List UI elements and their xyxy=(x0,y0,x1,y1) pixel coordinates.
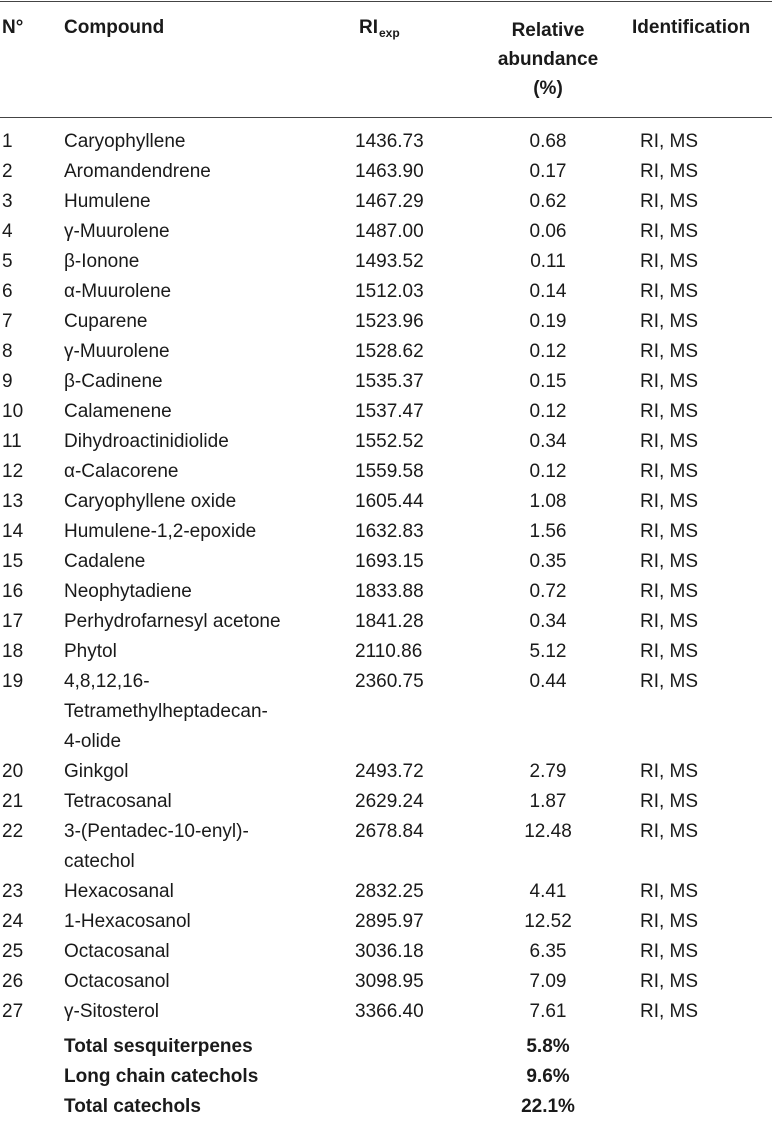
identification-method: RI, MS xyxy=(640,311,699,332)
compound-name: Humulene xyxy=(64,191,151,212)
compound-name: Hexacosanal xyxy=(64,881,174,902)
header-identification: Identification xyxy=(632,17,751,38)
identification-method: RI, MS xyxy=(640,551,699,572)
relative-abundance: 5.12 xyxy=(529,641,567,662)
identification-method: RI, MS xyxy=(640,581,699,602)
relative-abundance: 0.15 xyxy=(529,371,567,392)
row-number: 25 xyxy=(2,941,24,962)
compound-name: Ginkgol xyxy=(64,761,129,782)
table-row xyxy=(0,277,772,307)
relative-abundance: 1.08 xyxy=(529,491,567,512)
identification-method: RI, MS xyxy=(640,911,699,932)
identification-method: RI, MS xyxy=(640,971,699,992)
relative-abundance: 6.35 xyxy=(529,941,567,962)
header-bottom-rule xyxy=(0,117,772,118)
header-abundance-line3: (%) xyxy=(533,78,563,99)
retention-index: 2110.86 xyxy=(355,641,423,662)
row-number: 8 xyxy=(2,341,13,362)
table-row xyxy=(0,937,772,967)
row-number: 3 xyxy=(2,191,13,212)
compound-name: Dihydroactinidiolide xyxy=(64,431,229,452)
compound-name: γ-Sitosterol xyxy=(64,1001,160,1022)
identification-method: RI, MS xyxy=(640,281,699,302)
relative-abundance: 0.19 xyxy=(529,311,567,332)
row-number: 22 xyxy=(2,821,24,842)
identification-method: RI, MS xyxy=(640,431,699,452)
table-row xyxy=(0,877,772,907)
total-value: 9.6% xyxy=(526,1066,570,1087)
table-row xyxy=(0,247,772,277)
row-number: 13 xyxy=(2,491,24,512)
row-number: 15 xyxy=(2,551,24,572)
identification-method: RI, MS xyxy=(640,131,699,152)
total-label: Total sesquiterpenes xyxy=(64,1036,253,1057)
compound-name: 3-(Pentadec-10-enyl)- catechol xyxy=(64,821,249,872)
relative-abundance: 7.09 xyxy=(529,971,567,992)
identification-method: RI, MS xyxy=(640,461,699,482)
row-number: 1 xyxy=(2,131,13,152)
retention-index: 3036.18 xyxy=(355,941,424,962)
row-number: 20 xyxy=(2,761,24,782)
row-number: 14 xyxy=(2,521,24,542)
relative-abundance: 0.12 xyxy=(529,341,567,362)
table-row xyxy=(0,187,772,217)
retention-index: 2832.25 xyxy=(355,881,424,902)
table-row xyxy=(0,127,772,157)
relative-abundance: 7.61 xyxy=(529,1001,567,1022)
retention-index: 1512.03 xyxy=(355,281,424,302)
relative-abundance: 0.14 xyxy=(529,281,567,302)
header-ri xyxy=(359,16,400,45)
retention-index: 1535.37 xyxy=(355,371,424,392)
identification-method: RI, MS xyxy=(640,821,699,842)
retention-index: 3366.40 xyxy=(355,1001,424,1022)
identification-method: RI, MS xyxy=(640,221,699,242)
table-row xyxy=(0,217,772,247)
relative-abundance: 0.12 xyxy=(529,461,567,482)
row-number: 26 xyxy=(2,971,24,992)
total-label: Total catechols xyxy=(64,1096,201,1117)
table-row xyxy=(0,487,772,517)
table-row xyxy=(0,757,772,787)
row-number: 11 xyxy=(2,431,22,452)
retention-index: 1523.96 xyxy=(355,311,424,332)
row-number: 27 xyxy=(2,1001,24,1022)
total-row-sesquiterpenes xyxy=(0,1032,772,1062)
table-row xyxy=(0,817,772,877)
table-row xyxy=(0,457,772,487)
identification-method: RI, MS xyxy=(640,611,699,632)
compound-name: Calamenene xyxy=(64,401,172,422)
row-number: 19 xyxy=(2,671,24,692)
row-number: 9 xyxy=(2,371,13,392)
total-value: 5.8% xyxy=(526,1036,570,1057)
identification-method: RI, MS xyxy=(640,341,699,362)
relative-abundance: 0.06 xyxy=(529,221,567,242)
identification-method: RI, MS xyxy=(640,251,699,272)
compound-name: Octacosanal xyxy=(64,941,170,962)
retention-index: 2895.97 xyxy=(355,911,424,932)
total-value: 22.1% xyxy=(521,1096,575,1117)
compound-name: Aromandendrene xyxy=(64,161,211,182)
table-row xyxy=(0,427,772,457)
identification-method: RI, MS xyxy=(640,191,699,212)
total-row-catechols xyxy=(0,1092,772,1122)
compound-name: Neophytadiene xyxy=(64,581,192,602)
row-number: 2 xyxy=(2,161,13,182)
table-top-rule xyxy=(0,1,772,2)
retention-index: 1463.90 xyxy=(355,161,424,182)
table-row xyxy=(0,997,772,1027)
row-number: 21 xyxy=(2,791,24,812)
table-row xyxy=(0,397,772,427)
identification-method: RI, MS xyxy=(640,161,699,182)
total-label: Long chain catechols xyxy=(64,1066,259,1087)
compound-name: β-Cadinene xyxy=(64,371,163,392)
relative-abundance: 12.48 xyxy=(524,821,572,842)
relative-abundance: 0.35 xyxy=(529,551,567,572)
retention-index: 1552.52 xyxy=(355,431,424,452)
compound-name: Cuparene xyxy=(64,311,148,332)
retention-index: 1467.29 xyxy=(355,191,424,212)
row-number: 24 xyxy=(2,911,24,932)
relative-abundance: 0.44 xyxy=(529,671,567,692)
relative-abundance: 1.56 xyxy=(529,521,567,542)
retention-index: 1436.73 xyxy=(355,131,424,152)
relative-abundance: 2.79 xyxy=(529,761,567,782)
retention-index: 1487.00 xyxy=(355,221,424,242)
retention-index: 1841.28 xyxy=(355,611,424,632)
compound-name: Octacosanol xyxy=(64,971,170,992)
row-number: 7 xyxy=(2,311,13,332)
retention-index: 1605.44 xyxy=(355,491,424,512)
retention-index: 2678.84 xyxy=(355,821,424,842)
compound-name: Perhydrofarnesyl acetone xyxy=(64,611,281,632)
retention-index: 1493.52 xyxy=(355,251,424,272)
retention-index: 1537.47 xyxy=(355,401,424,422)
relative-abundance: 4.41 xyxy=(529,881,567,902)
relative-abundance: 0.62 xyxy=(529,191,567,212)
row-number: 17 xyxy=(2,611,24,632)
compound-name: Caryophyllene xyxy=(64,131,186,152)
compound-name: α-Calacorene xyxy=(64,461,179,482)
table-row xyxy=(0,577,772,607)
retention-index: 3098.95 xyxy=(355,971,424,992)
table-row xyxy=(0,367,772,397)
identification-method: RI, MS xyxy=(640,491,699,512)
identification-method: RI, MS xyxy=(640,521,699,542)
identification-method: RI, MS xyxy=(640,941,699,962)
retention-index: 2360.75 xyxy=(355,671,424,692)
row-number: 12 xyxy=(2,461,24,482)
compound-name: 1-Hexacosanol xyxy=(64,911,191,932)
header-ri-subscript: exp xyxy=(379,26,400,40)
identification-method: RI, MS xyxy=(640,401,699,422)
row-number: 16 xyxy=(2,581,24,602)
compound-name: γ-Muurolene xyxy=(64,341,170,362)
header-number: N° xyxy=(2,17,24,38)
compound-name: Cadalene xyxy=(64,551,146,572)
retention-index: 1559.58 xyxy=(355,461,424,482)
compound-name: Humulene-1,2-epoxide xyxy=(64,521,257,542)
table-row xyxy=(0,337,772,367)
identification-method: RI, MS xyxy=(640,371,699,392)
header-relative-abundance xyxy=(478,16,618,103)
relative-abundance: 0.11 xyxy=(530,251,566,272)
retention-index: 2629.24 xyxy=(355,791,424,812)
table-totals xyxy=(0,1032,772,1122)
table-row xyxy=(0,547,772,577)
table-row xyxy=(0,307,772,337)
table-row xyxy=(0,637,772,667)
relative-abundance: 0.34 xyxy=(529,431,567,452)
relative-abundance: 0.12 xyxy=(529,401,567,422)
retention-index: 1632.83 xyxy=(355,521,424,542)
relative-abundance: 1.87 xyxy=(529,791,567,812)
relative-abundance: 0.68 xyxy=(529,131,567,152)
identification-method: RI, MS xyxy=(640,881,699,902)
retention-index: 2493.72 xyxy=(355,761,424,782)
compound-name: γ-Muurolene xyxy=(64,221,170,242)
relative-abundance: 0.17 xyxy=(529,161,567,182)
row-number: 18 xyxy=(2,641,24,662)
compound-name: Phytol xyxy=(64,641,117,662)
row-number: 10 xyxy=(2,401,24,422)
compound-name: 4,8,12,16- Tetramethylheptadecan- 4-olide xyxy=(64,671,268,752)
row-number: 5 xyxy=(2,251,13,272)
row-number: 23 xyxy=(2,881,24,902)
retention-index: 1528.62 xyxy=(355,341,424,362)
compound-name: β-Ionone xyxy=(64,251,140,272)
identification-method: RI, MS xyxy=(640,791,699,812)
identification-method: RI, MS xyxy=(640,671,699,692)
compound-name: Caryophyllene oxide xyxy=(64,491,237,512)
header-abundance-line1: Relative xyxy=(511,20,585,41)
table-row xyxy=(0,157,772,187)
identification-method: RI, MS xyxy=(640,1001,699,1022)
table-row xyxy=(0,607,772,637)
relative-abundance: 12.52 xyxy=(524,911,572,932)
table-row xyxy=(0,907,772,937)
relative-abundance: 0.72 xyxy=(529,581,567,602)
header-ri-main: RI xyxy=(359,17,378,38)
table-row xyxy=(0,517,772,547)
retention-index: 1693.15 xyxy=(355,551,424,572)
table-row xyxy=(0,667,772,757)
row-number: 4 xyxy=(2,221,13,242)
relative-abundance: 0.34 xyxy=(529,611,567,632)
row-number: 6 xyxy=(2,281,13,302)
table-body xyxy=(0,127,772,1027)
identification-method: RI, MS xyxy=(640,641,699,662)
table-row xyxy=(0,787,772,817)
retention-index: 1833.88 xyxy=(355,581,424,602)
header-compound: Compound xyxy=(64,17,165,38)
table-row xyxy=(0,967,772,997)
header-abundance-line2: abundance xyxy=(497,49,599,70)
compound-name: α-Muurolene xyxy=(64,281,172,302)
identification-method: RI, MS xyxy=(640,761,699,782)
compound-name: Tetracosanal xyxy=(64,791,172,812)
total-row-long-chain-catechols xyxy=(0,1062,772,1092)
